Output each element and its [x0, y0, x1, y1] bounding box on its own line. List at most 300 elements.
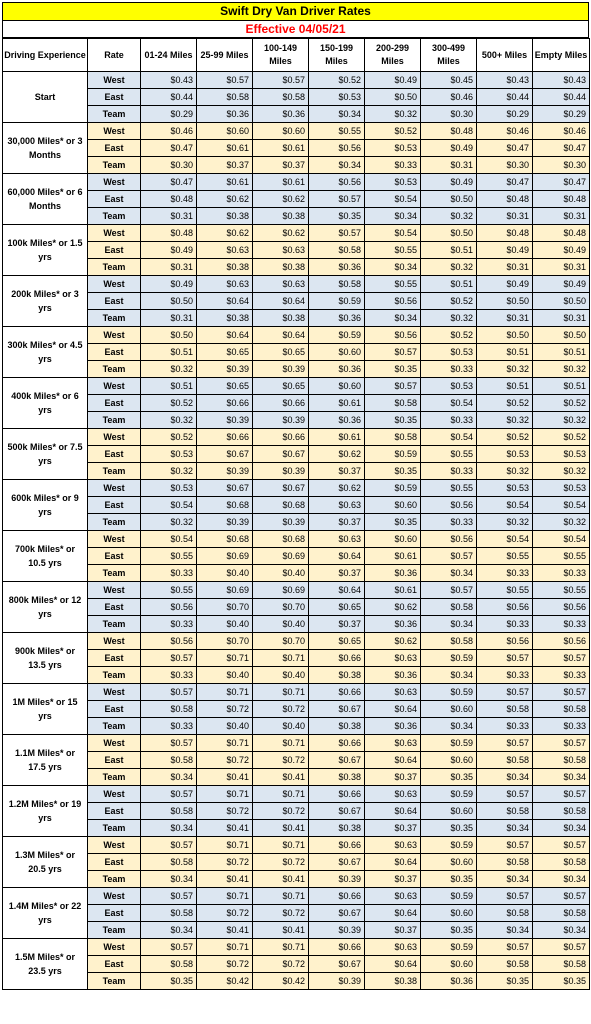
- rate-value-cell: $0.36: [309, 412, 365, 429]
- rate-label-cell: Team: [88, 208, 141, 225]
- rate-value-cell: $0.55: [365, 276, 421, 293]
- rate-value-cell: $0.47: [141, 174, 197, 191]
- rate-value-cell: $0.39: [197, 463, 253, 480]
- rate-value-cell: $0.33: [421, 514, 477, 531]
- sheet-title: Swift Dry Van Driver Rates: [2, 2, 589, 21]
- rate-value-cell: $0.57: [477, 786, 533, 803]
- rate-value-cell: $0.33: [421, 361, 477, 378]
- rate-value-cell: $0.67: [309, 905, 365, 922]
- rate-value-cell: $0.38: [197, 310, 253, 327]
- rate-value-cell: $0.56: [141, 633, 197, 650]
- rate-value-cell: $0.62: [253, 191, 309, 208]
- rate-value-cell: $0.51: [141, 344, 197, 361]
- rate-value-cell: $0.38: [197, 259, 253, 276]
- rate-value-cell: $0.38: [309, 718, 365, 735]
- rate-value-cell: $0.52: [141, 395, 197, 412]
- rate-label-cell: West: [88, 174, 141, 191]
- rate-value-cell: $0.38: [253, 310, 309, 327]
- rate-value-cell: $0.72: [197, 701, 253, 718]
- header-cell: 300-499 Miles: [421, 39, 477, 72]
- rate-value-cell: $0.40: [197, 616, 253, 633]
- rate-value-cell: $0.39: [253, 514, 309, 531]
- rate-value-cell: $0.58: [421, 599, 477, 616]
- rate-value-cell: $0.58: [421, 633, 477, 650]
- rate-value-cell: $0.36: [365, 616, 421, 633]
- rate-value-cell: $0.37: [309, 565, 365, 582]
- rate-value-cell: $0.36: [309, 361, 365, 378]
- table-row: [3, 667, 590, 684]
- rate-value-cell: $0.52: [477, 395, 533, 412]
- rate-value-cell: $0.38: [309, 769, 365, 786]
- table-row: [3, 157, 590, 174]
- rate-value-cell: $0.71: [253, 650, 309, 667]
- rate-label-cell: Team: [88, 157, 141, 174]
- rate-value-cell: $0.58: [365, 395, 421, 412]
- table-row: [3, 446, 590, 463]
- rate-value-cell: $0.37: [309, 463, 365, 480]
- rate-value-cell: $0.51: [533, 378, 590, 395]
- rate-value-cell: $0.30: [141, 157, 197, 174]
- rate-value-cell: $0.33: [477, 565, 533, 582]
- rate-value-cell: $0.61: [253, 174, 309, 191]
- experience-cell: 800k Miles* or 12 yrs: [3, 582, 88, 633]
- rate-value-cell: $0.64: [253, 327, 309, 344]
- rate-value-cell: $0.31: [141, 310, 197, 327]
- table-row: [3, 463, 590, 480]
- table-row: [3, 327, 590, 344]
- rate-label-cell: West: [88, 888, 141, 905]
- rate-value-cell: $0.70: [253, 599, 309, 616]
- rate-value-cell: $0.50: [365, 89, 421, 106]
- rate-value-cell: $0.51: [533, 344, 590, 361]
- rate-value-cell: $0.32: [477, 412, 533, 429]
- rate-sheet: [2, 2, 589, 990]
- rate-value-cell: $0.33: [533, 565, 590, 582]
- rate-value-cell: $0.57: [141, 837, 197, 854]
- rate-value-cell: $0.66: [309, 650, 365, 667]
- experience-cell: 600k Miles* or 9 yrs: [3, 480, 88, 531]
- rate-value-cell: $0.31: [141, 259, 197, 276]
- rate-label-cell: Team: [88, 463, 141, 480]
- rate-value-cell: $0.66: [197, 429, 253, 446]
- rate-value-cell: $0.54: [533, 497, 590, 514]
- rate-value-cell: $0.54: [477, 531, 533, 548]
- rate-value-cell: $0.41: [253, 820, 309, 837]
- rate-value-cell: $0.68: [197, 531, 253, 548]
- rate-value-cell: $0.35: [365, 412, 421, 429]
- rate-value-cell: $0.37: [253, 157, 309, 174]
- experience-cell: Start: [3, 72, 88, 123]
- rate-value-cell: $0.35: [365, 514, 421, 531]
- table-row: [3, 208, 590, 225]
- rate-value-cell: $0.64: [197, 327, 253, 344]
- rate-value-cell: $0.36: [421, 973, 477, 990]
- rate-value-cell: $0.61: [365, 582, 421, 599]
- rate-label-cell: West: [88, 531, 141, 548]
- rate-value-cell: $0.50: [141, 327, 197, 344]
- rate-value-cell: $0.56: [533, 633, 590, 650]
- rate-label-cell: Team: [88, 922, 141, 939]
- header-cell: Empty Miles: [533, 39, 590, 72]
- rate-label-cell: East: [88, 701, 141, 718]
- rate-value-cell: $0.64: [309, 548, 365, 565]
- rate-value-cell: $0.34: [477, 820, 533, 837]
- rate-label-cell: West: [88, 276, 141, 293]
- rate-value-cell: $0.72: [253, 701, 309, 718]
- rate-value-cell: $0.38: [365, 973, 421, 990]
- rate-value-cell: $0.32: [533, 361, 590, 378]
- rate-value-cell: $0.53: [477, 480, 533, 497]
- rate-value-cell: $0.35: [421, 922, 477, 939]
- rate-value-cell: $0.48: [533, 225, 590, 242]
- rate-value-cell: $0.69: [197, 548, 253, 565]
- rate-value-cell: $0.31: [533, 310, 590, 327]
- rate-label-cell: Team: [88, 310, 141, 327]
- rate-value-cell: $0.34: [141, 871, 197, 888]
- rate-value-cell: $0.66: [309, 786, 365, 803]
- rate-value-cell: $0.48: [141, 191, 197, 208]
- rate-value-cell: $0.49: [421, 174, 477, 191]
- rate-value-cell: $0.57: [141, 786, 197, 803]
- rate-value-cell: $0.35: [421, 769, 477, 786]
- rate-value-cell: $0.36: [365, 718, 421, 735]
- header-row: [3, 39, 590, 72]
- rate-value-cell: $0.50: [141, 293, 197, 310]
- rate-value-cell: $0.55: [141, 582, 197, 599]
- rate-value-cell: $0.71: [197, 735, 253, 752]
- experience-cell: 700k Miles* or 10.5 yrs: [3, 531, 88, 582]
- table-row: [3, 242, 590, 259]
- rate-value-cell: $0.61: [309, 395, 365, 412]
- rate-value-cell: $0.60: [365, 531, 421, 548]
- rate-label-cell: Team: [88, 259, 141, 276]
- rate-value-cell: $0.57: [421, 582, 477, 599]
- table-row: [3, 650, 590, 667]
- rate-value-cell: $0.44: [477, 89, 533, 106]
- rate-value-cell: $0.35: [365, 361, 421, 378]
- rate-value-cell: $0.41: [253, 769, 309, 786]
- rate-label-cell: East: [88, 395, 141, 412]
- rate-value-cell: $0.58: [253, 89, 309, 106]
- rate-value-cell: $0.37: [309, 514, 365, 531]
- rate-value-cell: $0.58: [533, 956, 590, 973]
- rate-value-cell: $0.46: [533, 123, 590, 140]
- rate-value-cell: $0.57: [141, 650, 197, 667]
- rate-value-cell: $0.60: [421, 803, 477, 820]
- rate-value-cell: $0.49: [477, 242, 533, 259]
- rate-label-cell: West: [88, 72, 141, 89]
- rate-label-cell: West: [88, 123, 141, 140]
- rate-value-cell: $0.71: [197, 837, 253, 854]
- rate-label-cell: East: [88, 599, 141, 616]
- rate-value-cell: $0.33: [141, 565, 197, 582]
- rate-value-cell: $0.37: [197, 157, 253, 174]
- rate-value-cell: $0.60: [253, 123, 309, 140]
- header-cell: 25-99 Miles: [197, 39, 253, 72]
- rate-value-cell: $0.59: [421, 888, 477, 905]
- rate-value-cell: $0.33: [421, 412, 477, 429]
- rate-value-cell: $0.30: [421, 106, 477, 123]
- rate-value-cell: $0.69: [197, 582, 253, 599]
- rate-value-cell: $0.58: [477, 905, 533, 922]
- rate-value-cell: $0.58: [365, 429, 421, 446]
- rate-value-cell: $0.70: [253, 633, 309, 650]
- rate-value-cell: $0.41: [197, 820, 253, 837]
- table-row: [3, 752, 590, 769]
- table-row: [3, 310, 590, 327]
- rate-value-cell: $0.32: [141, 361, 197, 378]
- rate-value-cell: $0.57: [533, 837, 590, 854]
- rate-value-cell: $0.61: [309, 429, 365, 446]
- experience-cell: 60,000 Miles* or 6 Months: [3, 174, 88, 225]
- table-row: [3, 191, 590, 208]
- rate-value-cell: $0.61: [365, 548, 421, 565]
- rate-value-cell: $0.50: [533, 327, 590, 344]
- rate-value-cell: $0.55: [533, 548, 590, 565]
- header-cell: 500+ Miles: [477, 39, 533, 72]
- rate-value-cell: $0.48: [533, 191, 590, 208]
- rate-value-cell: $0.37: [365, 922, 421, 939]
- table-row: [3, 361, 590, 378]
- rate-value-cell: $0.60: [197, 123, 253, 140]
- rate-label-cell: West: [88, 480, 141, 497]
- rate-value-cell: $0.42: [197, 973, 253, 990]
- rate-value-cell: $0.53: [533, 480, 590, 497]
- rate-label-cell: West: [88, 786, 141, 803]
- rate-value-cell: $0.51: [421, 242, 477, 259]
- rate-value-cell: $0.49: [421, 140, 477, 157]
- rate-value-cell: $0.55: [533, 582, 590, 599]
- table-row: [3, 276, 590, 293]
- rate-value-cell: $0.33: [141, 616, 197, 633]
- rate-value-cell: $0.57: [533, 786, 590, 803]
- table-row: [3, 701, 590, 718]
- rate-value-cell: $0.54: [365, 191, 421, 208]
- experience-cell: 900k Miles* or 13.5 yrs: [3, 633, 88, 684]
- rate-value-cell: $0.44: [533, 89, 590, 106]
- rate-value-cell: $0.63: [365, 735, 421, 752]
- rate-value-cell: $0.39: [253, 361, 309, 378]
- rate-value-cell: $0.55: [141, 548, 197, 565]
- rate-value-cell: $0.52: [141, 429, 197, 446]
- rate-value-cell: $0.57: [477, 650, 533, 667]
- rate-value-cell: $0.59: [309, 293, 365, 310]
- rate-value-cell: $0.33: [365, 157, 421, 174]
- rate-value-cell: $0.67: [197, 446, 253, 463]
- table-row: [3, 922, 590, 939]
- rate-label-cell: East: [88, 650, 141, 667]
- rate-value-cell: $0.56: [421, 531, 477, 548]
- rate-value-cell: $0.54: [533, 531, 590, 548]
- table-row: [3, 616, 590, 633]
- rate-value-cell: $0.68: [253, 531, 309, 548]
- rate-value-cell: $0.38: [309, 820, 365, 837]
- rate-value-cell: $0.32: [533, 514, 590, 531]
- rate-value-cell: $0.32: [141, 514, 197, 531]
- rate-value-cell: $0.54: [141, 497, 197, 514]
- rate-value-cell: $0.40: [253, 565, 309, 582]
- rate-value-cell: $0.71: [253, 888, 309, 905]
- rate-label-cell: Team: [88, 412, 141, 429]
- rate-value-cell: $0.48: [141, 225, 197, 242]
- rate-label-cell: Team: [88, 820, 141, 837]
- rate-value-cell: $0.60: [365, 497, 421, 514]
- rate-value-cell: $0.57: [533, 650, 590, 667]
- rate-value-cell: $0.57: [477, 837, 533, 854]
- rate-value-cell: $0.58: [141, 701, 197, 718]
- table-row: [3, 497, 590, 514]
- rate-value-cell: $0.33: [477, 718, 533, 735]
- rate-value-cell: $0.71: [253, 735, 309, 752]
- rate-value-cell: $0.43: [141, 72, 197, 89]
- rate-value-cell: $0.37: [365, 769, 421, 786]
- rate-value-cell: $0.64: [365, 752, 421, 769]
- rate-value-cell: $0.40: [197, 565, 253, 582]
- rate-value-cell: $0.59: [365, 446, 421, 463]
- experience-cell: 1M Miles* or 15 yrs: [3, 684, 88, 735]
- rate-value-cell: $0.71: [253, 786, 309, 803]
- rate-value-cell: $0.34: [477, 769, 533, 786]
- rate-value-cell: $0.32: [141, 412, 197, 429]
- table-row: [3, 718, 590, 735]
- table-row: [3, 684, 590, 701]
- rate-label-cell: Team: [88, 514, 141, 531]
- rate-value-cell: $0.58: [141, 803, 197, 820]
- table-row: [3, 72, 590, 89]
- header-cell: 01-24 Miles: [141, 39, 197, 72]
- rate-value-cell: $0.51: [477, 378, 533, 395]
- rate-value-cell: $0.53: [141, 446, 197, 463]
- rate-value-cell: $0.41: [253, 922, 309, 939]
- rate-value-cell: $0.51: [421, 276, 477, 293]
- rate-value-cell: $0.64: [365, 803, 421, 820]
- rate-value-cell: $0.36: [365, 565, 421, 582]
- table-row: [3, 293, 590, 310]
- rate-value-cell: $0.57: [365, 344, 421, 361]
- rate-value-cell: $0.57: [141, 684, 197, 701]
- rate-value-cell: $0.35: [141, 973, 197, 990]
- rate-label-cell: Team: [88, 769, 141, 786]
- rate-label-cell: East: [88, 956, 141, 973]
- experience-cell: 100k Miles* or 1.5 yrs: [3, 225, 88, 276]
- rate-label-cell: Team: [88, 616, 141, 633]
- rate-label-cell: West: [88, 582, 141, 599]
- table-row: [3, 599, 590, 616]
- rate-value-cell: $0.38: [309, 667, 365, 684]
- rate-value-cell: $0.72: [253, 854, 309, 871]
- rate-value-cell: $0.40: [253, 718, 309, 735]
- rate-value-cell: $0.52: [365, 123, 421, 140]
- rate-value-cell: $0.58: [533, 701, 590, 718]
- rate-value-cell: $0.55: [365, 242, 421, 259]
- table-row: [3, 820, 590, 837]
- rate-value-cell: $0.71: [197, 684, 253, 701]
- rate-value-cell: $0.59: [421, 939, 477, 956]
- rate-value-cell: $0.57: [477, 684, 533, 701]
- rate-label-cell: West: [88, 429, 141, 446]
- rate-value-cell: $0.49: [477, 276, 533, 293]
- rate-value-cell: $0.57: [533, 735, 590, 752]
- table-row: [3, 565, 590, 582]
- rate-value-cell: $0.67: [309, 803, 365, 820]
- header-cell: 200-299 Miles: [365, 39, 421, 72]
- rate-value-cell: $0.65: [309, 599, 365, 616]
- rate-value-cell: $0.59: [421, 837, 477, 854]
- rate-value-cell: $0.57: [365, 378, 421, 395]
- rate-value-cell: $0.62: [309, 446, 365, 463]
- rate-value-cell: $0.58: [477, 803, 533, 820]
- rate-value-cell: $0.50: [477, 327, 533, 344]
- rate-value-cell: $0.47: [533, 140, 590, 157]
- rate-value-cell: $0.30: [477, 157, 533, 174]
- rate-value-cell: $0.66: [197, 395, 253, 412]
- rate-value-cell: $0.50: [477, 293, 533, 310]
- rate-value-cell: $0.63: [365, 837, 421, 854]
- rate-value-cell: $0.37: [365, 820, 421, 837]
- rate-value-cell: $0.31: [477, 259, 533, 276]
- rate-value-cell: $0.63: [365, 939, 421, 956]
- rate-value-cell: $0.63: [365, 684, 421, 701]
- table-row: [3, 582, 590, 599]
- rate-value-cell: $0.40: [253, 616, 309, 633]
- rate-value-cell: $0.35: [365, 463, 421, 480]
- rate-value-cell: $0.64: [365, 854, 421, 871]
- table-row: [3, 140, 590, 157]
- rate-value-cell: $0.53: [421, 344, 477, 361]
- rate-value-cell: $0.60: [421, 905, 477, 922]
- table-row: [3, 905, 590, 922]
- rate-value-cell: $0.68: [253, 497, 309, 514]
- rate-value-cell: $0.56: [141, 599, 197, 616]
- experience-cell: 30,000 Miles* or 3 Months: [3, 123, 88, 174]
- rate-value-cell: $0.65: [197, 378, 253, 395]
- rate-value-cell: $0.62: [309, 480, 365, 497]
- rate-value-cell: $0.47: [141, 140, 197, 157]
- rate-value-cell: $0.53: [533, 446, 590, 463]
- rate-value-cell: $0.63: [365, 888, 421, 905]
- rate-value-cell: $0.32: [421, 310, 477, 327]
- rate-label-cell: East: [88, 548, 141, 565]
- rate-value-cell: $0.34: [141, 922, 197, 939]
- rate-value-cell: $0.72: [197, 752, 253, 769]
- rate-value-cell: $0.40: [197, 667, 253, 684]
- rate-value-cell: $0.58: [309, 242, 365, 259]
- table-row: [3, 123, 590, 140]
- rate-value-cell: $0.57: [309, 191, 365, 208]
- rate-value-cell: $0.56: [477, 599, 533, 616]
- rate-value-cell: $0.57: [141, 735, 197, 752]
- rate-value-cell: $0.54: [421, 429, 477, 446]
- rate-value-cell: $0.58: [309, 276, 365, 293]
- rate-value-cell: $0.34: [533, 922, 590, 939]
- rate-value-cell: $0.59: [421, 786, 477, 803]
- rate-value-cell: $0.53: [309, 89, 365, 106]
- rate-value-cell: $0.34: [421, 667, 477, 684]
- rate-value-cell: $0.41: [197, 871, 253, 888]
- table-row: [3, 395, 590, 412]
- rate-value-cell: $0.60: [421, 752, 477, 769]
- rate-value-cell: $0.72: [253, 752, 309, 769]
- rate-value-cell: $0.56: [421, 497, 477, 514]
- rate-value-cell: $0.33: [141, 667, 197, 684]
- rate-value-cell: $0.49: [533, 276, 590, 293]
- table-row: [3, 769, 590, 786]
- rate-label-cell: East: [88, 89, 141, 106]
- rate-value-cell: $0.58: [533, 854, 590, 871]
- rate-value-cell: $0.54: [477, 497, 533, 514]
- rate-value-cell: $0.48: [477, 191, 533, 208]
- rate-value-cell: $0.37: [365, 871, 421, 888]
